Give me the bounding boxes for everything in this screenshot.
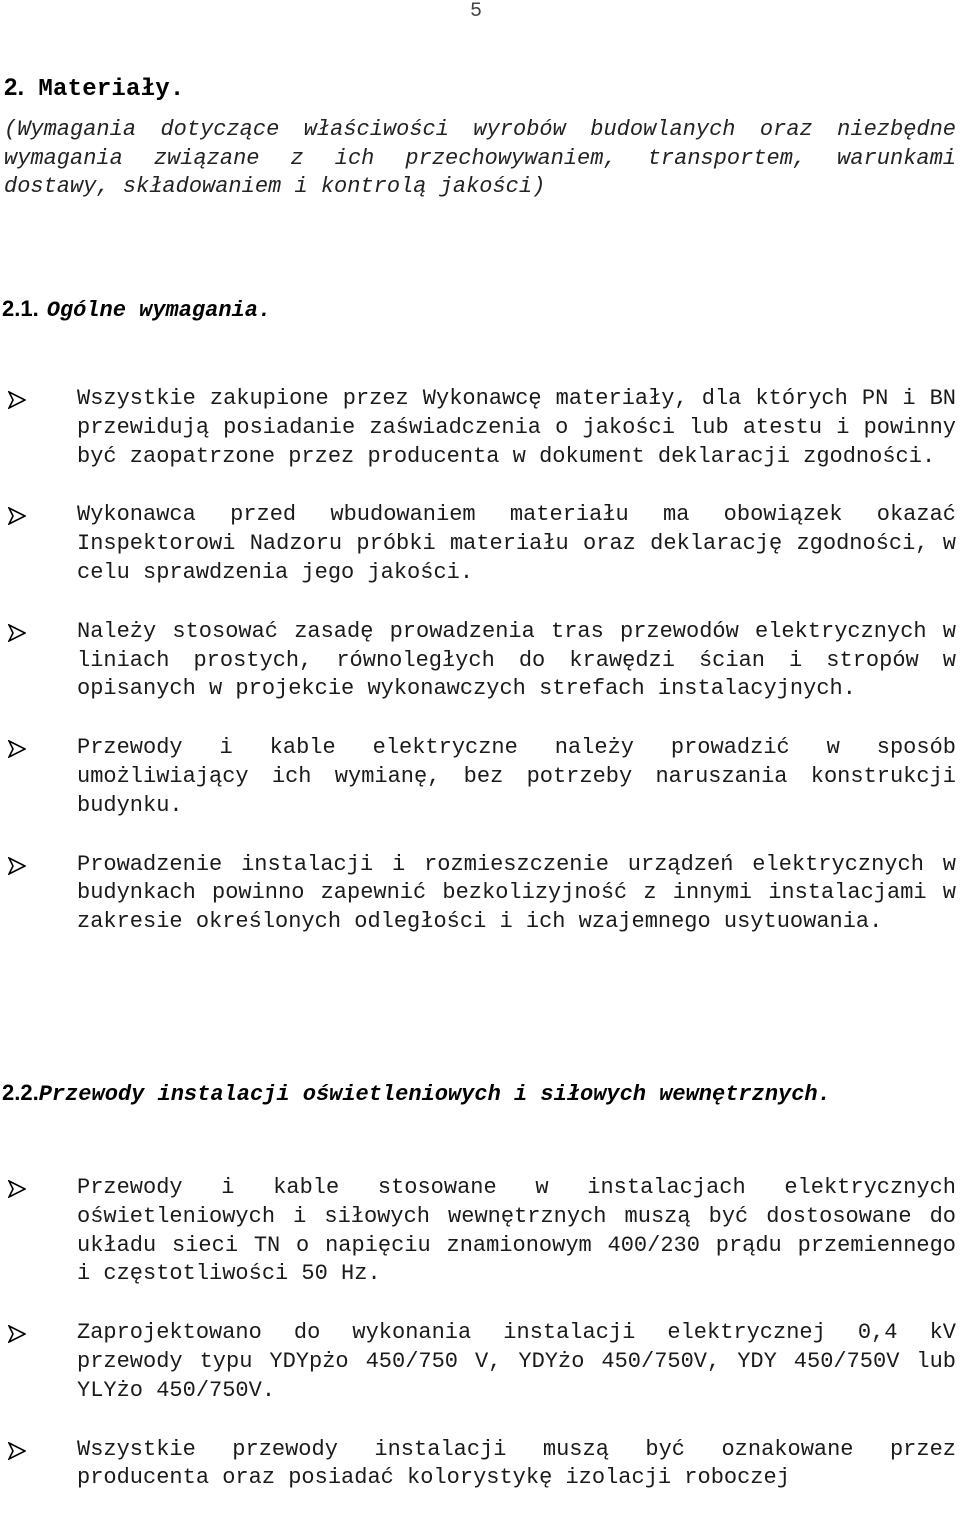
arrowhead-bullet-icon: [8, 1180, 26, 1198]
chapter-heading: [4, 74, 184, 103]
list-item-text: Wykonawca przed wbudowaniem materiału ma obowiązek okazać Inspektorowi Nadzoru próbki materiału oraz deklarację zgodności, w celu sprawdzenia jego jakości.: [77, 502, 956, 585]
arrowhead-bullet-icon: [8, 1442, 26, 1460]
section-title: Przewody instalacji oświetleniowych i siłowych wewnętrznych.: [38, 1082, 831, 1107]
list-item-text: Wszystkie zakupione przez Wykonawcę materiały, dla których PN i BN przewidują posiadanie zaświadczenia o jakości lub atestu i powinny być zaopatrzone przez producenta w dokument deklaracji zgodności.: [77, 386, 956, 469]
list-item: [8, 501, 956, 587]
arrowhead-bullet-icon: [8, 391, 26, 409]
list-item-text: Przewody i kable stosowane w instalacjach elektrycznych oświetleniowych i siłowych wewnętrznych muszą być dostosowane do układu sieci TN o napięciu znamionowym 400/230 prądu przemiennego i częstotliwości 50 Hz.: [77, 1175, 956, 1287]
list-item-text: Należy stosować zasadę prowadzenia tras przewodów elektrycznych w liniach prostych, równoległych do krawędzi ścian i stropów w opisanych w projekcie wykonawczych strefach instalacyjnych.: [77, 618, 956, 702]
cables-requirements-list: [8, 1174, 956, 1493]
list-item: [8, 1436, 956, 1494]
list-item: [8, 851, 956, 937]
list-item-text: Prowadzenie instalacji i rozmieszczenie urządzeń elektrycznych w budynkach powinno zapewnić bezkolizyjność z innymi instalacjami w zakresie określonych odległości i ich wzajemnego usytuowania.: [77, 851, 956, 935]
chapter-title: Materiały.: [38, 76, 185, 103]
section-number: 2.2.: [2, 1080, 39, 1105]
section-title: Ogólne wymagania.: [46, 298, 272, 323]
arrowhead-bullet-icon: [8, 740, 26, 758]
list-item: [8, 734, 956, 820]
general-requirements-list: [8, 385, 956, 937]
list-item: [8, 385, 956, 471]
list-item-text: Przewody i kable elektryczne należy prowadzić w sposób umożliwiający ich wymianę, bez potrzeby naruszania konstrukcji budynku.: [77, 735, 956, 818]
arrowhead-bullet-icon: [8, 624, 26, 642]
section-number: 2.1.: [2, 296, 39, 321]
page-number: 5: [470, 0, 483, 23]
chapter-note: (Wymagania dotyczące właściwości wyrobów budowlanych oraz niezbędne wymagania związane z ich przechowywaniem, transportem, warunkami dostawy, składowaniem i kontrolą jakości): [4, 117, 956, 200]
arrowhead-bullet-icon: [8, 507, 26, 525]
list-item-text: Wszystkie przewody instalacji muszą być oznakowane przez producenta oraz posiadać kolorystykę izolacji roboczej: [77, 1436, 956, 1491]
section-heading-cables: [2, 1080, 831, 1107]
list-item-text: Zaprojektowano do wykonania instalacji elektrycznej 0,4 kV przewody typu YDYpżo 450/750 V, YDYżo 450/750V, YDY 450/750V lub YLYżo 450/750V.: [77, 1320, 956, 1403]
chapter-number: 2.: [4, 74, 25, 101]
arrowhead-bullet-icon: [8, 857, 26, 875]
arrowhead-bullet-icon: [8, 1325, 26, 1343]
list-item: [8, 1174, 956, 1289]
list-item: [8, 1319, 956, 1405]
list-item: [8, 618, 956, 704]
section-heading-general: [2, 296, 271, 323]
